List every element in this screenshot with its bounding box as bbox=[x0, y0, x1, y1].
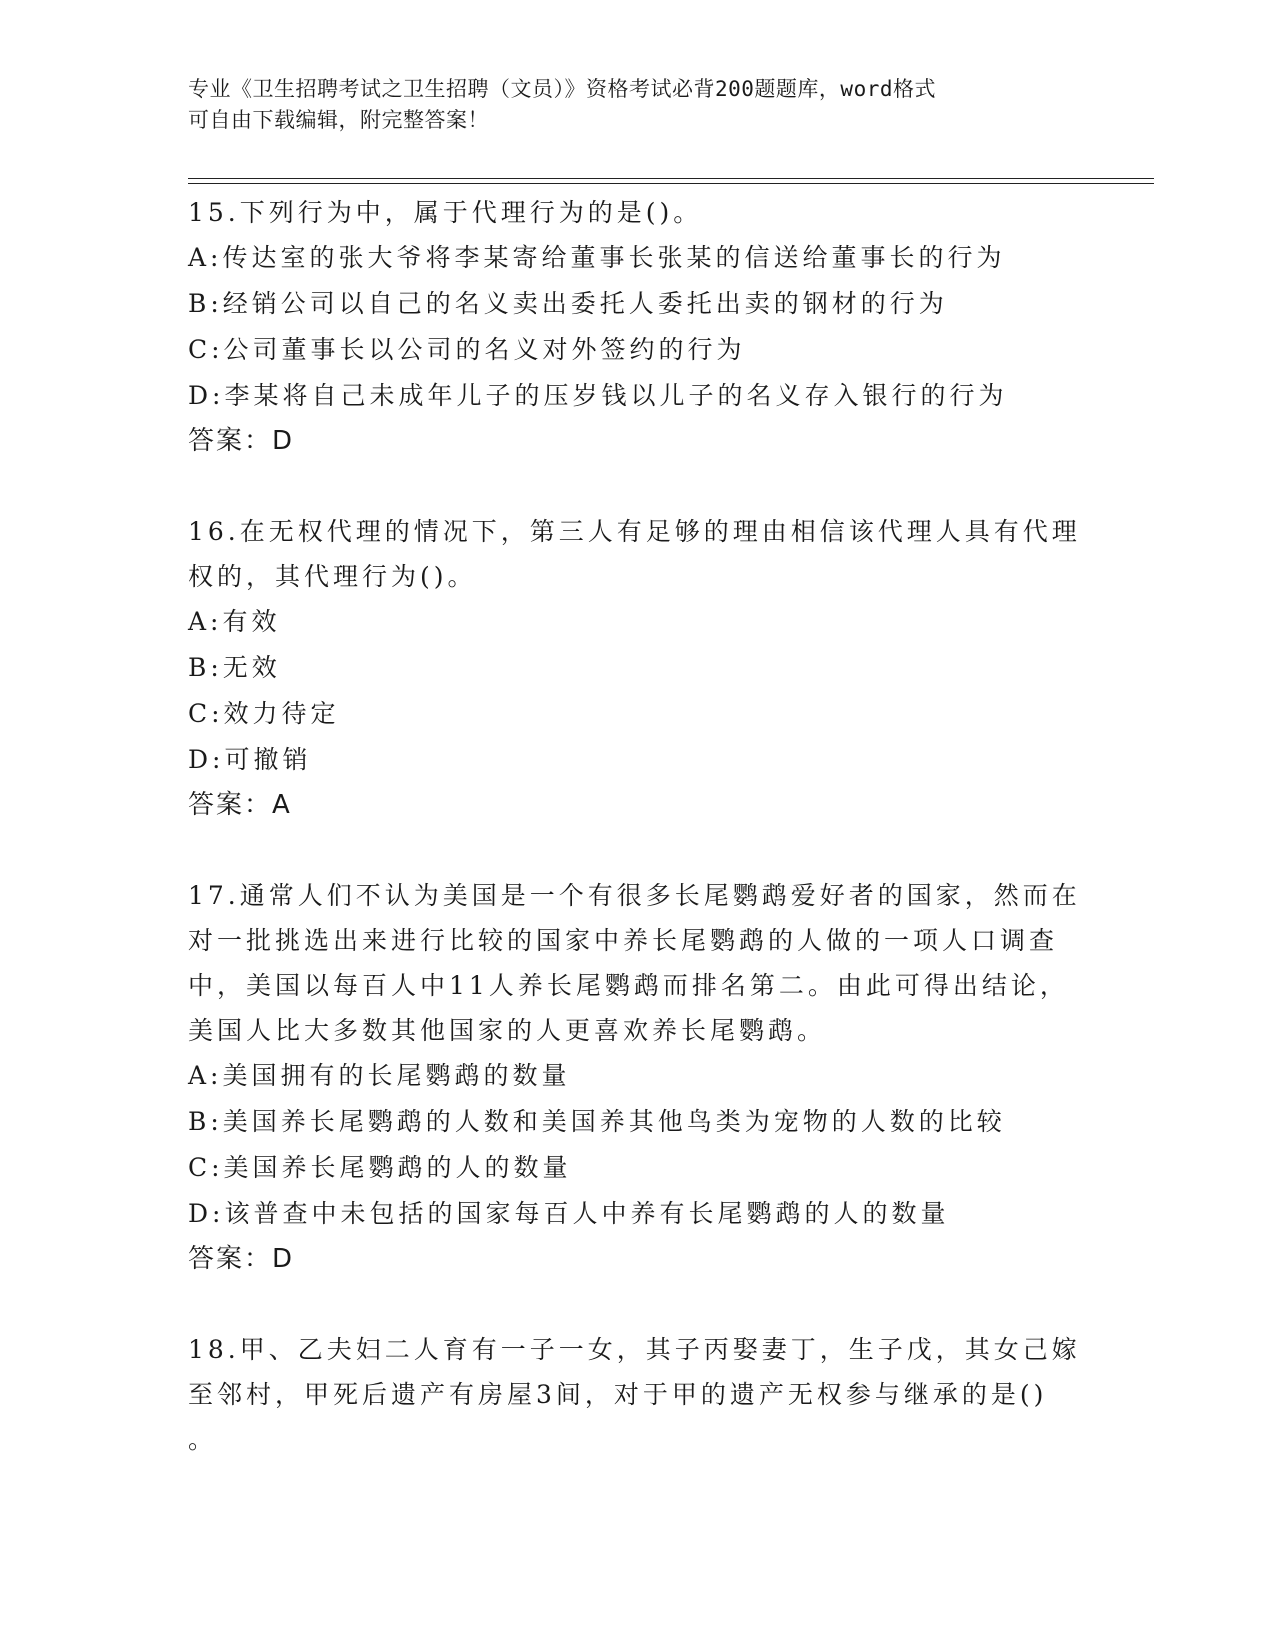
question-stem: 中，美国以每百人中11人养长尾鹦鹉而排名第二。由此可得出结论， bbox=[188, 971, 1069, 1000]
question-stem: 对一批挑选出来进行比较的国家中养长尾鹦鹉的人做的一项人口调查 bbox=[188, 926, 1059, 955]
answer-line: 答案：D bbox=[188, 1244, 295, 1274]
question-stem: 美国人比大多数其他国家的人更喜欢养长尾鹦鹉。 bbox=[188, 1016, 827, 1045]
question-item bbox=[188, 509, 1088, 828]
answer-line: 答案：D bbox=[188, 426, 295, 456]
header-divider-bottom bbox=[188, 183, 1154, 184]
option-c: C:效力待定 bbox=[188, 699, 340, 728]
header-divider-top bbox=[188, 178, 1154, 179]
question-spacer bbox=[188, 828, 1088, 873]
question-spacer bbox=[188, 464, 1088, 509]
question-stem: 权的，其代理行为()。 bbox=[188, 562, 477, 591]
question-list bbox=[188, 190, 1088, 1462]
option-a: A:美国拥有的长尾鹦鹉的数量 bbox=[188, 1061, 571, 1090]
header-line-2: 可自由下载编辑，附完整答案！ bbox=[188, 108, 489, 132]
question-item bbox=[188, 1327, 1088, 1462]
question-stem: 。 bbox=[188, 1425, 218, 1454]
header-line-1: 专业《卫生招聘考试之卫生招聘（文员）》资格考试必背200题题库，word格式 bbox=[188, 77, 936, 101]
question-stem: 至邻村，甲死后遗产有房屋3间，对于甲的遗产无权参与继承的是() bbox=[188, 1380, 1048, 1409]
question-item bbox=[188, 190, 1088, 464]
option-d: D:李某将自己未成年儿子的压岁钱以儿子的名义存入银行的行为 bbox=[188, 381, 1008, 410]
option-c: C:公司董事长以公司的名义对外签约的行为 bbox=[188, 335, 746, 364]
option-d: D:该普查中未包括的国家每百人中养有长尾鹦鹉的人的数量 bbox=[188, 1199, 950, 1228]
option-b: B:美国养长尾鹦鹉的人数和美国养其他鸟类为宠物的人数的比较 bbox=[188, 1107, 1006, 1136]
question-stem: 16.在无权代理的情况下，第三人有足够的理由相信该代理人具有代理 bbox=[188, 517, 1081, 546]
answer-line: 答案：A bbox=[188, 790, 292, 820]
option-b: B:无效 bbox=[188, 653, 281, 682]
option-a: A:传达室的张大爷将李某寄给董事长张某的信送给董事长的行为 bbox=[188, 243, 1006, 272]
option-a: A:有效 bbox=[188, 607, 281, 636]
question-spacer bbox=[188, 1282, 1088, 1327]
question-stem: 17.通常人们不认为美国是一个有很多长尾鹦鹉爱好者的国家，然而在 bbox=[188, 881, 1081, 910]
option-c: C:美国养长尾鹦鹉的人的数量 bbox=[188, 1153, 572, 1182]
option-d: D:可撤销 bbox=[188, 745, 312, 774]
option-b: B:经销公司以自己的名义卖出委托人委托出卖的钢材的行为 bbox=[188, 289, 948, 318]
question-item bbox=[188, 873, 1088, 1282]
question-stem: 18.甲、乙夫妇二人育有一子一女，其子丙娶妻丁，生子戊，其女己嫁 bbox=[188, 1335, 1081, 1364]
question-stem: 15.下列行为中，属于代理行为的是()。 bbox=[188, 198, 703, 227]
document-header bbox=[188, 74, 1068, 136]
